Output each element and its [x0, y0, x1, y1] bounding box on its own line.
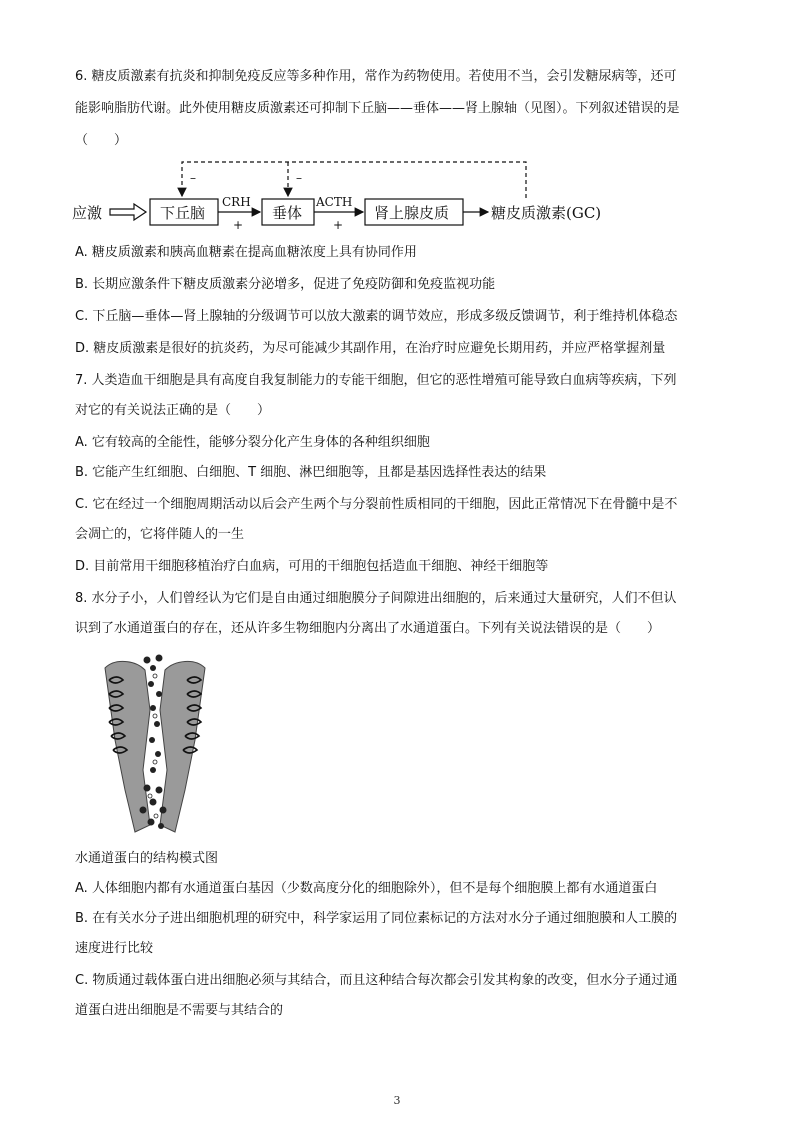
- q7-stem-line-2: 对它的有关说法正确的是（ ）: [75, 403, 271, 418]
- q8-option-b-line-2: 速度进行比较: [75, 941, 154, 956]
- q6-stem-line-2: 能影响脂肪代谢。此外使用糖皮质激素还可抑制下丘脑——垂体——肾上腺轴（见图）。下列叙述错误的是: [75, 101, 680, 116]
- acth-plus: +: [333, 218, 344, 232]
- q7-option-c-line-2: 会凋亡的，它将伴随人的一生: [75, 527, 245, 542]
- crh-plus: +: [233, 218, 244, 232]
- aquaporin-structure-figure: [95, 650, 215, 840]
- q8-stem-line-1: 8. 水分子小，人们曾经认为它们是自由通过细胞膜分子间隙进出细胞的，后来通过大量研究，人们不但认: [75, 591, 677, 606]
- page-number: 3: [393, 1094, 401, 1107]
- feedback-dashed-line: [182, 162, 526, 198]
- stimulus-label: 应激: [72, 204, 103, 222]
- q6-option-c: C. 下丘脑—垂体—肾上腺轴的分级调节可以放大激素的调节效应，形成多级反馈调节，利于维持机体稳态: [75, 309, 678, 324]
- acth-label: ACTH: [316, 195, 353, 209]
- q7-option-b: B. 它能产生红细胞、白细胞、T 细胞、淋巴细胞等，且都是基因选择性表达的结果: [75, 465, 547, 480]
- q6-option-a: A. 糖皮质激素和胰高血糖素在提高血糖浓度上具有协同作用: [75, 245, 417, 260]
- q8-option-c-line-2: 道蛋白进出细胞是不需要与其结合的: [75, 1003, 284, 1018]
- adrenal-cortex-label: 肾上腺皮质: [374, 204, 450, 222]
- gc-output-label: 糖皮质激素(GC): [491, 204, 602, 222]
- q7-option-a: A. 它有较高的全能性，能够分裂分化产生身体的各种组织细胞: [75, 435, 430, 450]
- q6-stem-line-3: （ ）: [75, 133, 128, 148]
- q6-option-b: B. 长期应激条件下糖皮质激素分泌增多，促进了免疫防御和免疫监视功能: [75, 277, 496, 292]
- hypothalamus-label: 下丘脑: [160, 204, 206, 222]
- q8-stem-line-2: 识到了水通道蛋白的存在，还从许多生物细胞内分离出了水通道蛋白。下列有关说法错误的是（ ）: [75, 621, 661, 636]
- q6-option-d: D. 糖皮质激素是很好的抗炎药，为尽可能减少其副作用，在治疗时应避免长期用药，并应严格掌握剂量: [75, 341, 666, 356]
- feedback-minus-1: –: [190, 171, 196, 185]
- q7-option-c-line-1: C. 它在经过一个细胞周期活动以后会产生两个与分裂前性质相同的干细胞，因此正常情况下在骨髓中是不: [75, 497, 678, 512]
- stimulus-arrow: [110, 204, 146, 220]
- q7-option-d: D. 目前常用干细胞移植治疗白血病，可用的干细胞包括造血干细胞、神经干细胞等: [75, 559, 549, 574]
- hpa-axis-diagram: [70, 156, 630, 234]
- crh-label: CRH: [222, 195, 251, 209]
- q7-stem-line-1: 7. 人类造血干细胞是具有高度自我复制能力的专能干细胞，但它的恶性增殖可能导致白血病等疾病，下列: [75, 373, 677, 388]
- figure-caption: 水通道蛋白的结构模式图: [75, 851, 219, 866]
- q6-stem-line-1: 6. 糖皮质激素有抗炎和抑制免疫反应等多种作用，常作为药物使用。若使用不当，会引发糖尿病等，还可: [75, 69, 677, 84]
- q8-option-b-line-1: B. 在有关水分子进出细胞机理的研究中，科学家运用了同位素标记的方法对水分子通过细胞膜和人工膜的: [75, 911, 678, 926]
- feedback-minus-2: –: [296, 171, 302, 185]
- q8-option-a: A. 人体细胞内都有水通道蛋白基因（少数高度分化的细胞除外），但不是每个细胞膜上都有水通道蛋白: [75, 881, 658, 896]
- q8-option-c-line-1: C. 物质通过载体蛋白进出细胞必须与其结合，而且这种结合每次都会引发其构象的改变，但水分子通过通: [75, 973, 678, 988]
- pituitary-label: 垂体: [272, 204, 303, 222]
